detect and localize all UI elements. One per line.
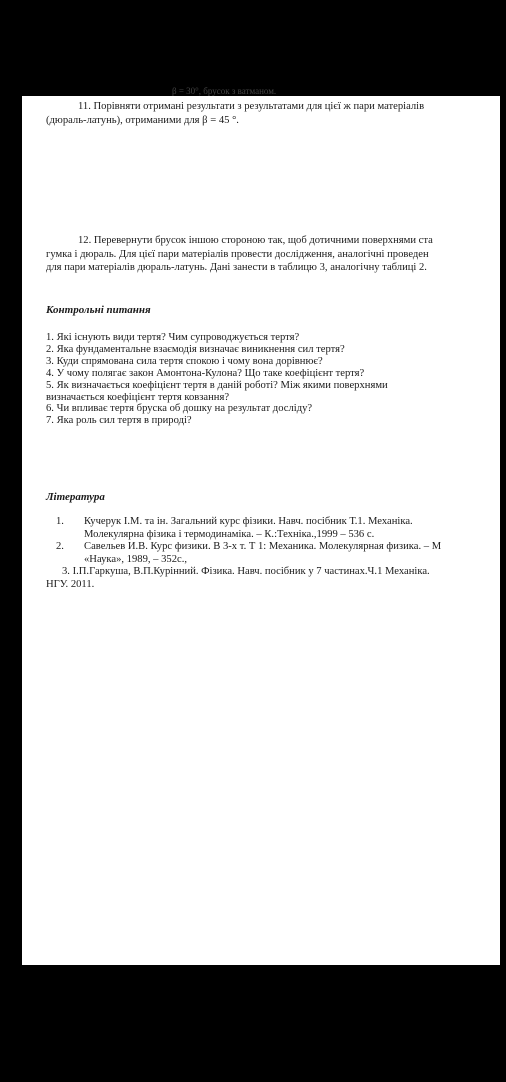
item-12-line-2: гумка і дюраль. Для цієї пари матеріалів провести дослідження, аналогічні проведен: [46, 248, 429, 260]
reference-item-continuation: «Наука», 1989, – 352с.,: [84, 553, 188, 565]
question-item: 1. Які існують види тертя? Чим супроводжується тертя?: [46, 332, 300, 343]
document-page: [22, 86, 500, 965]
question-item: 3. Куди спрямована сила тертя спокою і чому вона дорівнює?: [46, 355, 323, 367]
item-11: [46, 100, 424, 127]
literature-heading: Література: [46, 491, 105, 503]
reference-text: І.П.Гаркуша, В.П.Курінний. Фізика. Навч. посібник у 7 частинах.Ч.1 Механіка.: [72, 566, 430, 578]
reference-item: [46, 566, 506, 579]
reference-text: Савельев И.В. Курс физики. В 3-х т. Т 1: Механика. Молекулярная физика. – М: [84, 541, 442, 553]
control-questions-list: [46, 332, 388, 427]
control-questions-heading: Контрольні питання: [46, 304, 151, 316]
item-12-line-1: 12. Перевернути брусок іншою стороною так, щоб дотичними поверхнями ста: [78, 235, 433, 246]
reference-item-continuation: Молекулярна фізика і термодинаміка. – К.:Техніка.,1999 – 536 с.: [84, 528, 375, 540]
reference-text: Кучерук І.М. та ін. Загальний курс фізики. Навч. посібник Т.1. Механіка.: [84, 516, 413, 527]
question-item: 7. Яка роль сил тертя в природі?: [46, 415, 192, 427]
question-item: 5. Як визначається коефіцієнт тертя в даній роботі? Між якими поверхнями: [46, 379, 388, 391]
references-list: [46, 516, 506, 592]
question-item-continuation: визначається коефіцієнт тертя ковзання?: [46, 391, 230, 403]
question-item: 2. Яка фундаментальне взаємодія визначає виникнення сил тертя?: [46, 343, 345, 355]
item-12: [46, 234, 433, 275]
question-item: 6. Чи впливає тертя бруска об дошку на результат досліду?: [46, 403, 313, 415]
item-11-line-1: 11. Порівняти отримані результати з результатами для цієї ж пари матеріалів: [78, 101, 425, 112]
reference-item: [46, 516, 506, 529]
item-11-line-2: (дюраль-латунь), отриманими для β = 45 °.: [46, 114, 239, 126]
item-12-line-3: для пари матеріалів дюраль-латунь. Дані занести в таблицю 3, аналогічну таблиці 2.: [46, 262, 427, 273]
reference-item-continuation: НГУ. 2011.: [46, 578, 95, 590]
reference-item: [46, 541, 506, 554]
question-item: 4. У чому полягає закон Амонтона-Кулона? Що таке коефіцієнт тертя?: [46, 367, 365, 379]
reference-number: 2.: [56, 541, 64, 553]
cut-off-text-line: β = 30°, брусок з ватманом.: [172, 86, 277, 96]
reference-number: 3.: [62, 566, 70, 578]
reference-number: 1.: [56, 516, 64, 527]
